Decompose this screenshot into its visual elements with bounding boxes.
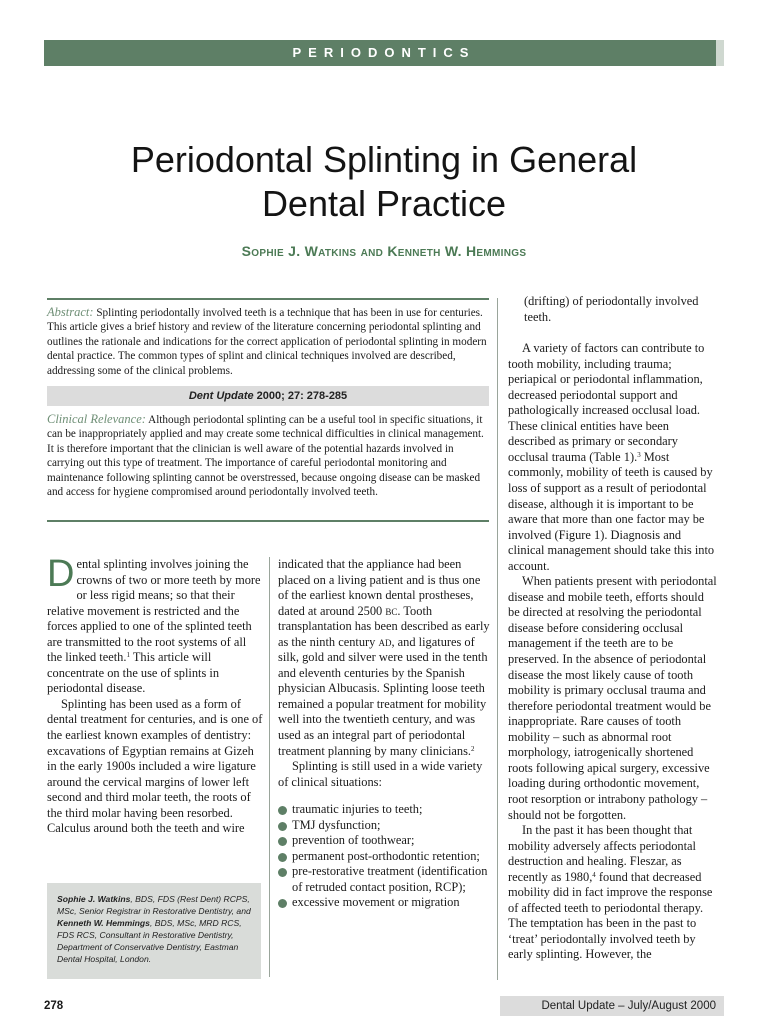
banner-right-edge [716,40,724,66]
col2-para-1a: indicated that the appliance had been placed on a living patient and is thus one of the earliest known dental prostheses, dated at around 2500 [278,557,481,618]
list-item: permanent post-orthodontic retention; [278,849,490,865]
col2-bc: bc [385,603,398,618]
bullet-icon [278,899,287,908]
citation-bar [47,386,489,406]
column-3 [508,294,718,963]
bullet-icon [278,853,287,862]
col2-para-1b: . Tooth transplantation has been described as early as the ninth century [278,603,490,649]
author-info-box [47,883,261,979]
authors-and: and [360,243,384,259]
author-b-name: Kenneth W. Hemmings [57,918,150,929]
abstract-label: Abstract: [47,305,94,319]
title-line-2: Dental Practice [261,183,507,224]
ref-4: 4 [592,870,596,879]
article-authors [60,243,708,259]
clinical-relevance [47,412,489,499]
footer-journal: Dental Update – July/August 2000 [500,996,724,1016]
col1-para-1-end: This article will concentrate on the use of splints in periodontal disease. [47,650,220,696]
abstract-bottom-rule [47,520,489,522]
col3-para-3a: In the past it has been thought that mobility adversely affects periodontal destruction and healing. Fleszar, as recently as 1980, [508,823,696,884]
title-line-1: Periodontal Splinting in General [130,139,638,180]
list-item: traumatic injuries to teeth; [278,802,490,818]
col1-para-2: Splinting has been used as a form of dental treatment for centuries, and is one of the earliest known examples of dentistry: excavations of Egyptian remains at Gizeh in the early 1900s included a wire ligature around the cervical margins of lower left second and third molar teeth, the roots of the third molar having been resorbed. Calculus around both the teeth and wire [47,696,263,836]
ref-2: 2 [471,744,475,753]
list-item: TMJ dysfunction; [278,818,490,834]
citation-journal: Dent Update [188,390,254,402]
article-title [60,138,708,226]
col3-para-2: When patients present with periodontal disease and mobile teeth, efforts should be directed at resolving the periodontal disease before considering occlusal management if the teeth are to be preserved. In the absence of periodontal disease the most likely cause of tooth mobility is primary occlusal trauma and therefore periodontal treatment would be inappropriate. Rare causes of tooth mobility – such as abnormal root morphology, iatrogenically shortened roots following apical surgery, excessive loading during orthodontic movement, root resorption or intrabony pathology – should not be forgotten. [508,574,717,822]
abstract-text: Splinting periodontally involved teeth is a technique that has been in use for centuries. This article gives a brief history and review of the literature concerning periodontal splinting and outlines the rationale and indications for the correct application of periodontal splinting in modern dental practice. The common types of splint and clinical techniques involved are described, addressing some of the clinical problems. [47,307,487,377]
author-a: Sophie J. Watkins [241,243,357,259]
ref-1: 1 [126,651,130,660]
col3-para-3b: found that decreased mobility did in fact improve the response of affected teeth to periodontal therapy. The temptation has been in the past to ‘treat’ periodontally involved teeth by early splinting. However, the [508,869,713,962]
ref-3: 3 [637,450,641,459]
author-a-name: Sophie J. Watkins [57,894,131,904]
indications-list [278,802,490,911]
col1-para-1: ental splinting involves joining the crowns of two or more teeth by more or less rigid means; so that their relative movement is restricted and the forces applied to one of the splinted teeth are transmitted to the root systems of all the linked teeth. [47,557,261,665]
col3-para-1b: Most commonly, mobility of teeth is caused by loss of support as a result of periodontal disease, although it is important to be aware that more than one factor may be involved (Figure 1). Diagnosis and clinical management should take this into account. [508,449,715,573]
author-b-quals: , BDS, MSc, MRD RCS, FDS RCS, Consultant in Restorative Dentistry, Department of Conservative Dentistry, Eastman Dental Hospital, London. [57,918,242,965]
relevance-text: Although periodontal splinting can be a useful tool in specific situations, it can be inappropriately applied and may create some technical difficulties in clinical management. It is therefore important that the clinician is well aware of the potential hazards involved in carrying out this type of treatment. The importance of careful periodontal monitoring and maintenance following splinting cannot be overstressed, because ongoing disease can be masked and access for hygiene compromised around periodontally involved teeth. [47,414,484,499]
column-rule-2 [497,298,498,980]
abstract [47,305,489,378]
section-banner: PERIODONTICS [44,40,724,66]
abstract-top-rule [47,298,489,300]
column-2 [278,557,490,911]
page-number: 278 [44,1000,64,1012]
col3-continuation: (drifting) of periodontally involved teeth. [524,294,699,324]
list-item: excessive movement or migration [278,895,490,911]
column-1 [47,553,263,837]
list-item: pre-restorative treatment (identification of retruded contact position, RCP); [278,864,490,895]
bullet-icon [278,822,287,831]
bullet-icon [278,837,287,846]
list-item: prevention of toothwear; [278,833,490,849]
bullet-icon [278,806,287,815]
col2-ad: ad [378,634,392,649]
drop-cap: D [47,553,75,595]
author-a-quals: , BDS, FDS (Rest Dent) RCPS, MSc, Senior Registrar in Restorative Dentistry, and [57,894,251,917]
author-b: Kenneth W. Hemmings [387,243,527,259]
relevance-label: Clinical Relevance: [47,412,146,426]
bullet-icon [278,868,287,877]
col3-para-1a: A variety of factors can contribute to tooth mobility, including trauma; periapical or periodontal inflammation, decreased periodontal support and pathologically increased occlusal load. These clinical entities have been described as primary or secondary occlusal trauma (Table 1). [508,341,705,464]
col2-para-1c: , and ligatures of silk, gold and silver were used in the tenth and eleventh centuries by the Spanish physician Albucasis. Splinting loose teeth remained a popular treatment for mobility well into the twentieth century, and was used as an integral part of periodontal treatment planning by many clinicians. [278,634,488,758]
col2-para-2: Splinting is still used in a wide variety of clinical situations: [278,759,483,789]
citation-details: 2000; 27: 278-285 [256,390,348,402]
column-rule-1 [269,557,270,977]
